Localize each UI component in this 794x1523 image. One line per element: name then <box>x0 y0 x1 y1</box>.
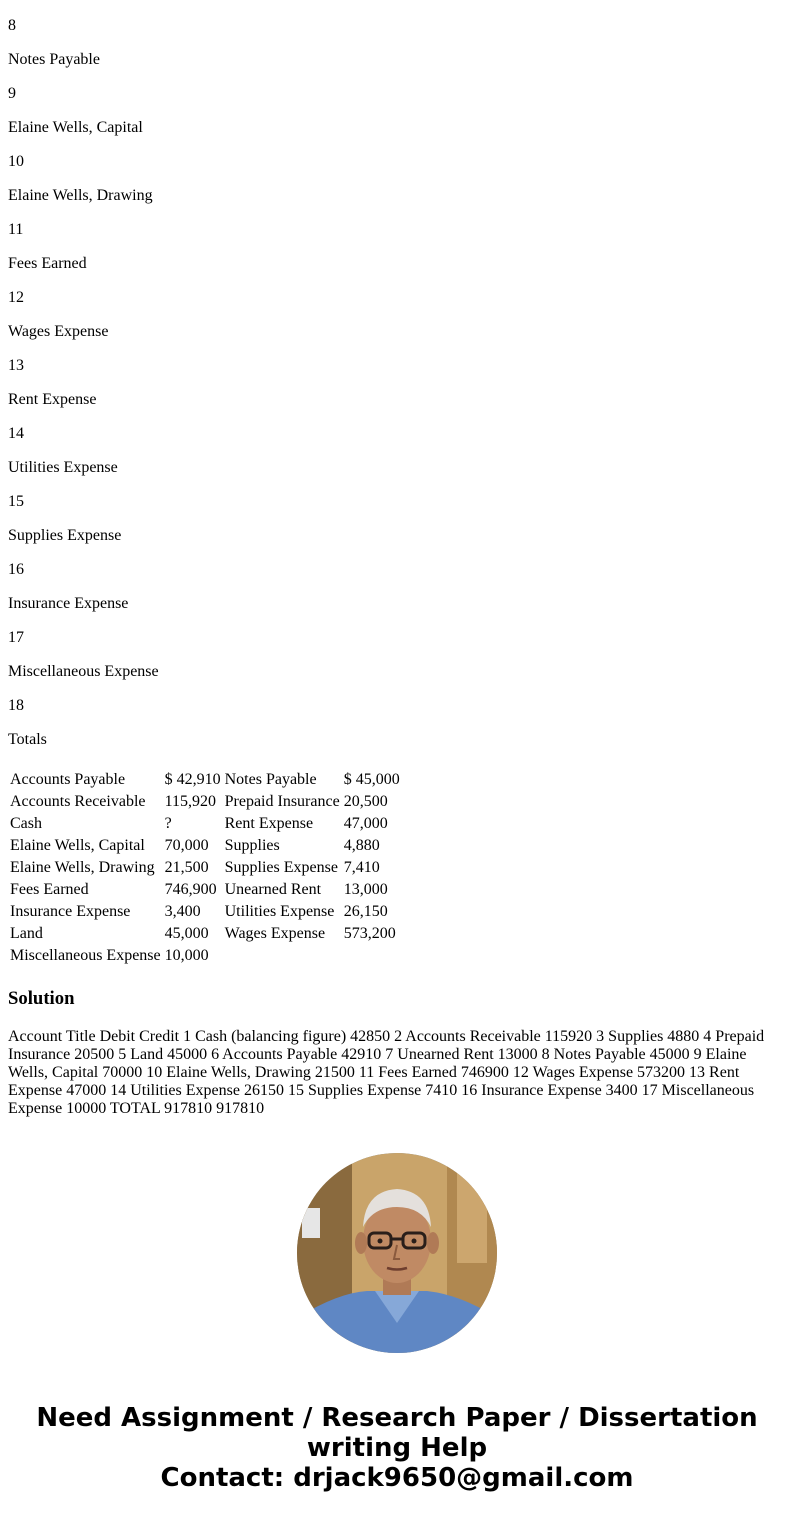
table-cell <box>224 946 341 966</box>
row-title: Elaine Wells, Drawing <box>8 187 153 204</box>
row-title: Rent Expense <box>8 391 97 408</box>
row-number: 8 <box>8 17 16 34</box>
table-cell: $ 45,000 <box>343 771 400 788</box>
row-title: Supplies Expense <box>8 527 122 544</box>
table-cell: Fees Earned <box>10 881 89 898</box>
table-cell: Insurance Expense <box>10 903 131 920</box>
table-row <box>9 814 401 834</box>
table-cell: Notes Payable <box>224 771 317 788</box>
table-cell: 3,400 <box>164 903 201 920</box>
table-cell: Accounts Payable <box>10 771 126 788</box>
table-cell: $ 42,910 <box>164 771 221 788</box>
table-cell: 70,000 <box>164 837 209 854</box>
row-title: Elaine Wells, Capital <box>8 119 143 136</box>
table-cell: 20,500 <box>343 793 388 810</box>
table-cell: 4,880 <box>343 837 380 854</box>
table-cell: Elaine Wells, Capital <box>10 837 145 854</box>
row-title: Totals <box>8 731 47 748</box>
row-title: Notes Payable <box>8 51 100 68</box>
solution-heading: Solution <box>8 988 75 1009</box>
row-title: Wages Expense <box>8 323 109 340</box>
table-cell: 21,500 <box>164 859 209 876</box>
table-cell: Supplies Expense <box>224 859 338 876</box>
row-title: Utilities Expense <box>8 459 118 476</box>
table-cell: Elaine Wells, Drawing <box>10 859 155 876</box>
promo-line: Need Assignment / Research Paper / Dissertation <box>36 1403 758 1433</box>
author-avatar <box>297 1153 497 1353</box>
table-cell: Unearned Rent <box>224 881 322 898</box>
table-cell: 115,920 <box>164 793 217 810</box>
account-rows-list <box>8 0 786 749</box>
row-number: 17 <box>8 629 24 646</box>
row-title: Miscellaneous Expense <box>8 663 159 680</box>
table-row <box>9 770 401 790</box>
table-cell: Supplies <box>224 837 280 854</box>
table-cell: Rent Expense <box>224 815 314 832</box>
row-number: 16 <box>8 561 24 578</box>
table-row <box>9 880 401 900</box>
table-cell: 45,000 <box>164 925 209 942</box>
table-cell: Cash <box>10 815 42 832</box>
table-cell: 746,900 <box>164 881 217 898</box>
table-cell: Utilities Expense <box>224 903 335 920</box>
table-row <box>9 792 401 812</box>
promo-banner <box>0 1403 794 1493</box>
table-cell: ? <box>164 815 172 832</box>
table-cell: 47,000 <box>343 815 388 832</box>
table-cell: 10,000 <box>164 947 209 964</box>
row-title: Fees Earned <box>8 255 87 272</box>
table-cell: 573,200 <box>343 925 396 942</box>
table-cell: Miscellaneous Expense <box>10 947 161 964</box>
table-cell <box>343 946 401 966</box>
row-number: 14 <box>8 425 24 442</box>
row-number: 10 <box>8 153 24 170</box>
table-row <box>9 902 401 922</box>
row-number: 13 <box>8 357 24 374</box>
account-balances-table <box>7 768 403 968</box>
table-row <box>9 924 401 944</box>
row-number: 15 <box>8 493 24 510</box>
row-title: Insurance Expense <box>8 595 129 612</box>
table-cell: Land <box>10 925 43 942</box>
table-cell: 13,000 <box>343 881 388 898</box>
table-row <box>9 946 401 966</box>
table-cell: Wages Expense <box>224 925 326 942</box>
table-cell: 26,150 <box>343 903 388 920</box>
solution-text: Account Title Debit Credit 1 Cash (balancing figure) 42850 2 Accounts Receivable 115920 3 Supplies 4880 4 Prepaid Insurance 20500 5 Land 45000 6 Accounts Payable 42910 7 Unearned Rent 13000 8 Notes Payable 45000 9 Elaine Wells, Capital 70000 10 Elaine Wells, Drawing 21500 11 Fees Earned 746900 12 Wages Expense 573200 13 Rent Expense 47000 14 Utilities Expense 26150 15 Supplies Expense 7410 16 Insurance Expense 3400 17 Miscellaneous Expense 10000 TOTAL 917810 917810 <box>8 1028 765 1117</box>
table-row <box>9 858 401 878</box>
author-photo <box>297 1153 497 1353</box>
table-cell: Prepaid Insurance <box>224 793 340 810</box>
row-number: 12 <box>8 289 24 306</box>
row-number: 9 <box>8 85 16 102</box>
promo-contact: Contact: drjack9650@gmail.com <box>160 1463 634 1493</box>
table-cell: 7,410 <box>343 859 380 876</box>
table-cell: Accounts Receivable <box>10 793 146 810</box>
row-number: 18 <box>8 697 24 714</box>
table-row <box>9 836 401 856</box>
promo-line: writing Help <box>306 1433 488 1463</box>
row-number: 11 <box>8 221 24 238</box>
document-body <box>8 0 786 1118</box>
